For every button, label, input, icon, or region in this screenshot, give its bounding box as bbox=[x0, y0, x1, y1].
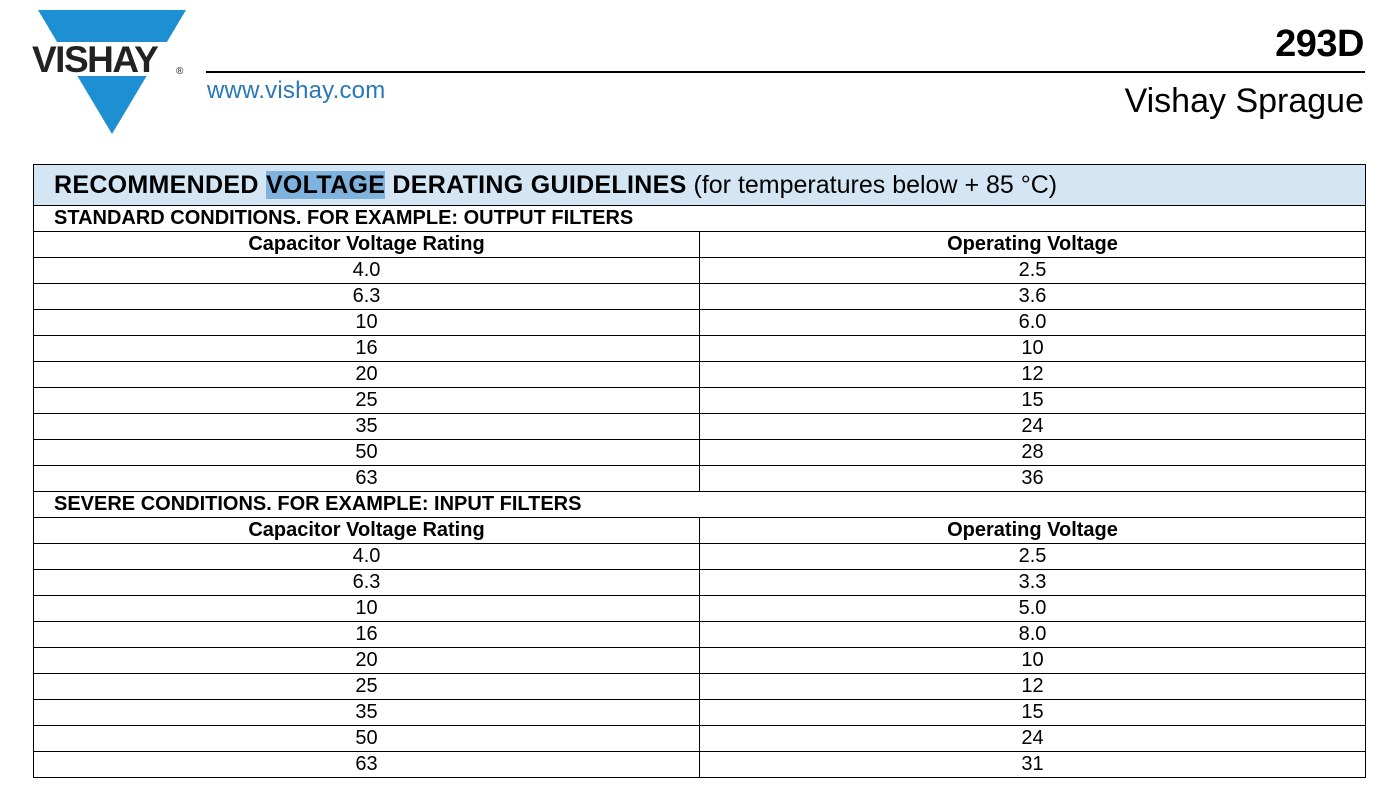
table-row bbox=[34, 700, 1366, 726]
table-row bbox=[34, 414, 1366, 440]
table-row bbox=[34, 648, 1366, 674]
rating-cell: 16 bbox=[34, 336, 700, 362]
table-title-row bbox=[34, 165, 1366, 206]
rating-cell: 35 bbox=[34, 700, 700, 726]
operating-cell: 12 bbox=[700, 362, 1366, 388]
section-heading: STANDARD CONDITIONS. FOR EXAMPLE: OUTPUT FILTERS bbox=[34, 206, 1366, 232]
rating-cell: 25 bbox=[34, 388, 700, 414]
rating-cell: 35 bbox=[34, 414, 700, 440]
operating-cell: 36 bbox=[700, 466, 1366, 492]
operating-cell: 5.0 bbox=[700, 596, 1366, 622]
operating-cell: 2.5 bbox=[700, 544, 1366, 570]
website-link[interactable]: www.vishay.com bbox=[207, 77, 386, 104]
derating-table bbox=[33, 164, 1366, 778]
table-row bbox=[34, 544, 1366, 570]
title-part-1: RECOMMENDED bbox=[54, 170, 266, 199]
vishay-logo bbox=[30, 8, 190, 136]
vishay-logo-icon bbox=[30, 8, 190, 136]
table-row bbox=[34, 752, 1366, 778]
operating-cell: 24 bbox=[700, 726, 1366, 752]
rating-cell: 6.3 bbox=[34, 570, 700, 596]
part-number: 293D bbox=[1275, 23, 1364, 65]
operating-cell: 28 bbox=[700, 440, 1366, 466]
table-row bbox=[34, 596, 1366, 622]
column-header-operating: Operating Voltage bbox=[700, 518, 1366, 544]
operating-cell: 31 bbox=[700, 752, 1366, 778]
table-row bbox=[34, 674, 1366, 700]
registered-mark: ® bbox=[176, 66, 184, 77]
section-heading-row bbox=[34, 206, 1366, 232]
column-header-row bbox=[34, 232, 1366, 258]
rating-cell: 10 bbox=[34, 310, 700, 336]
table-row bbox=[34, 570, 1366, 596]
rating-cell: 25 bbox=[34, 674, 700, 700]
table-row bbox=[34, 622, 1366, 648]
rating-cell: 63 bbox=[34, 466, 700, 492]
table-row bbox=[34, 258, 1366, 284]
title-note: (for temperatures below + 85 °C) bbox=[686, 170, 1058, 199]
rating-cell: 50 bbox=[34, 440, 700, 466]
operating-cell: 15 bbox=[700, 388, 1366, 414]
rating-cell: 20 bbox=[34, 362, 700, 388]
section-heading: SEVERE CONDITIONS. FOR EXAMPLE: INPUT FILTERS bbox=[34, 492, 1366, 518]
operating-cell: 2.5 bbox=[700, 258, 1366, 284]
rating-cell: 50 bbox=[34, 726, 700, 752]
operating-cell: 15 bbox=[700, 700, 1366, 726]
title-highlight: VOLTAGE bbox=[265, 170, 386, 199]
table-row bbox=[34, 440, 1366, 466]
table-row bbox=[34, 310, 1366, 336]
column-header-rating: Capacitor Voltage Rating bbox=[34, 232, 700, 258]
operating-cell: 24 bbox=[700, 414, 1366, 440]
rating-cell: 16 bbox=[34, 622, 700, 648]
operating-cell: 8.0 bbox=[700, 622, 1366, 648]
rating-cell: 4.0 bbox=[34, 258, 700, 284]
rating-cell: 20 bbox=[34, 648, 700, 674]
table-title bbox=[34, 165, 1366, 206]
rating-cell: 63 bbox=[34, 752, 700, 778]
section-heading-row bbox=[34, 492, 1366, 518]
header-rule bbox=[206, 71, 1365, 73]
table-row bbox=[34, 336, 1366, 362]
table-row bbox=[34, 466, 1366, 492]
derating-table-wrap bbox=[33, 164, 1365, 778]
rating-cell: 4.0 bbox=[34, 544, 700, 570]
rating-cell: 6.3 bbox=[34, 284, 700, 310]
operating-cell: 10 bbox=[700, 336, 1366, 362]
operating-cell: 12 bbox=[700, 674, 1366, 700]
column-header-rating: Capacitor Voltage Rating bbox=[34, 518, 700, 544]
brand-name: Vishay Sprague bbox=[1124, 82, 1364, 120]
table-row bbox=[34, 362, 1366, 388]
title-part-2: DERATING GUIDELINES bbox=[385, 170, 687, 199]
operating-cell: 10 bbox=[700, 648, 1366, 674]
column-header-row bbox=[34, 518, 1366, 544]
rating-cell: 10 bbox=[34, 596, 700, 622]
table-row bbox=[34, 726, 1366, 752]
column-header-operating: Operating Voltage bbox=[700, 232, 1366, 258]
table-row bbox=[34, 284, 1366, 310]
operating-cell: 3.3 bbox=[700, 570, 1366, 596]
operating-cell: 6.0 bbox=[700, 310, 1366, 336]
logo-wordmark: VISHAY bbox=[32, 39, 158, 80]
operating-cell: 3.6 bbox=[700, 284, 1366, 310]
table-row bbox=[34, 388, 1366, 414]
